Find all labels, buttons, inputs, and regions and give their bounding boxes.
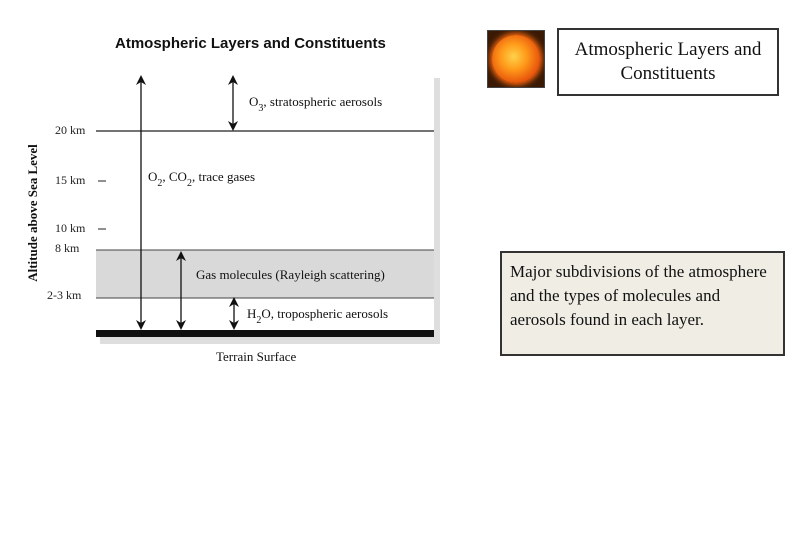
alt-label-2-3km: 2-3 km	[47, 288, 82, 302]
label-stratosphere: $O_3$, stratospheric aerosols	[249, 94, 383, 114]
slide-title-box	[557, 28, 779, 96]
label-middle-atmosphere: $O_2$, $CO_2$, trace gases	[148, 169, 256, 189]
atmosphere-diagram	[0, 0, 480, 380]
slide-title: Atmospheric Layers and Constituents	[574, 39, 762, 84]
sun-disc	[492, 35, 540, 83]
alt-label-8km: 8 km	[55, 241, 80, 255]
terrain-surface-label: Terrain Surface	[216, 349, 297, 364]
terrain-surface	[96, 330, 434, 337]
description-box	[500, 251, 785, 356]
alt-label-15km: 15 km	[55, 173, 86, 187]
y-axis-title: Altitude above Sea Level	[25, 144, 40, 282]
alt-label-20km: 20 km	[55, 123, 86, 137]
label-troposphere: $H_2O$, tropospheric aerosols	[247, 306, 389, 326]
sun-icon	[487, 30, 545, 88]
label-rayleigh: Gas molecules (Rayleigh scattering)	[196, 267, 385, 282]
alt-label-10km: 10 km	[55, 221, 86, 235]
description-text: Major subdivisions of the atmosphere and the types of molecules and aerosols found in each layer.	[510, 262, 767, 329]
diagram-title: Atmospheric Layers and Constituents	[115, 35, 386, 52]
